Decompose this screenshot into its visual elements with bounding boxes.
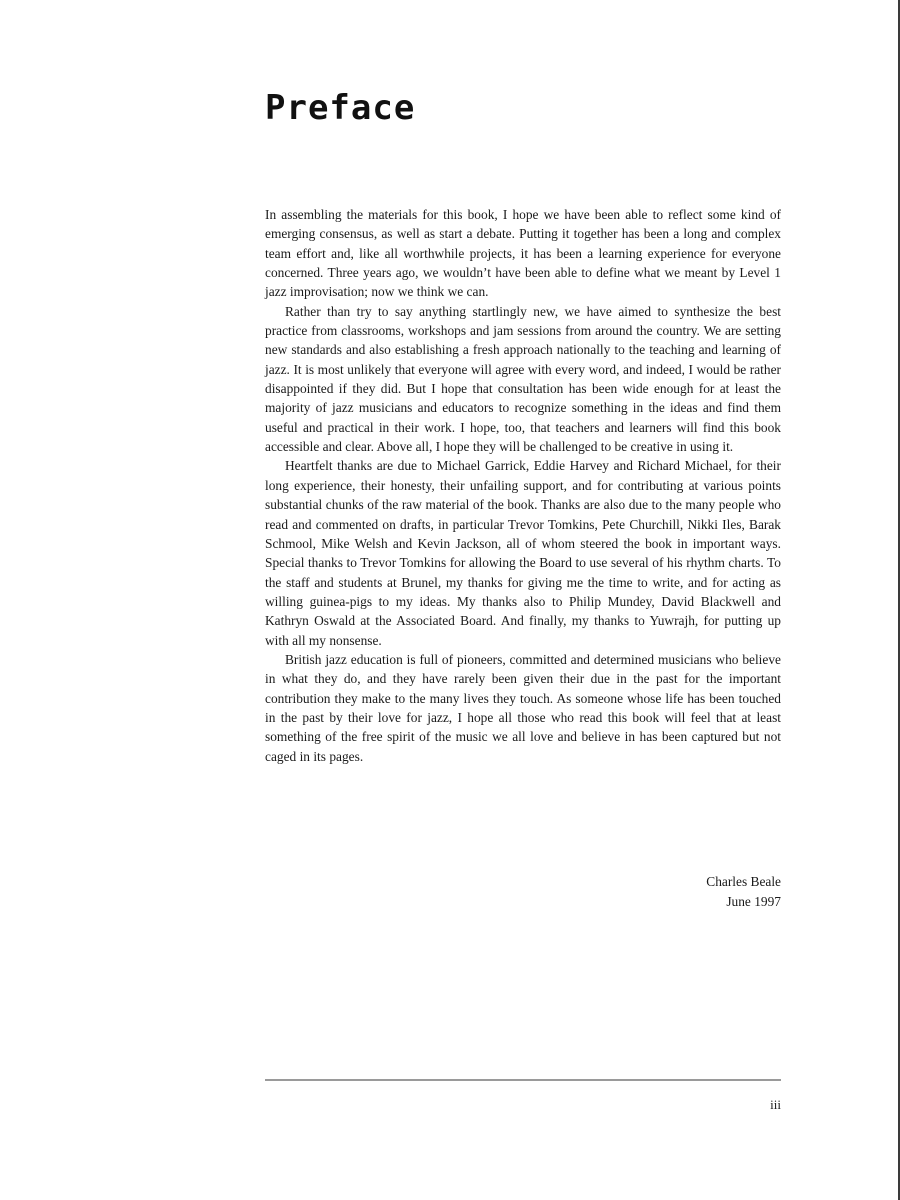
page-title: Preface (265, 88, 416, 128)
signature-name: Charles Beale (706, 874, 781, 889)
paragraph-3: Heartfelt thanks are due to Michael Garrick, Eddie Harvey and Richard Michael, for their long experience, their honesty, their unfailing support, and for contributing at various points substantial chunks of the raw material of the book. Thanks are also due to the many people who read and commented on drafts, in particular Trevor Tomkins, Pete Churchill, Nikki Iles, Barak Schmool, Mike Welsh and Kevin Jackson, all of whom steered the book in important ways. Special thanks to Trevor Tomkins for allowing the Board to use several of his rhythm charts. To the staff and students at Brunel, my thanks for giving me the time to write, and for acting as willing guinea-pigs to my ideas. My thanks also to Philip Mundey, David Blackwell and Kathryn Oswald at the Associated Board. And finally, my thanks to Yuwrajh, for putting up with all my nonsense. (265, 458, 781, 648)
signature-block (265, 872, 781, 911)
paragraph-2: Rather than try to say anything startlingly new, we have aimed to synthesize the best practice from classrooms, workshops and jam sessions from around the country. We are setting new standards and also establishing a fresh approach nationally to the teaching and learning of jazz. It is most unlikely that everyone will agree with every word, and indeed, I would be rather disappointed if they did. But I hope that consultation has been wide enough for at least the majority of jazz musicians and educators to recognize something in the ideas and find them useful and practical in their work. I hope, too, that teachers and learners will find this book accessible and clear. Above all, I hope they will be challenged to be creative in using it. (265, 303, 781, 455)
preface-body (265, 205, 781, 766)
footer-rule (265, 1079, 781, 1081)
paragraph-1: In assembling the materials for this book, I hope we have been able to reflect some kind of emerging consensus, as well as start a debate. Putting it together has been a long and complex team effort and, like all worthwhile projects, it has been a learning experience for everyone concerned. Three years ago, we wouldn’t have been able to define what we meant by Level 1 jazz improvisation; now we think we can. (265, 207, 781, 300)
paragraph-4: British jazz education is full of pioneers, committed and determined musicians who believe in what they do, and they have rarely been given their due in the past for the important contribution they make to the many lives they touch. As someone whose life has been touched in the past by their love for jazz, I hope all those who read this book will feel that at least something of the free spirit of the music we all love and believe in has been captured but not caged in its pages. (265, 651, 781, 764)
page-number: iii (770, 1097, 781, 1112)
signature-date: June 1997 (726, 893, 781, 909)
